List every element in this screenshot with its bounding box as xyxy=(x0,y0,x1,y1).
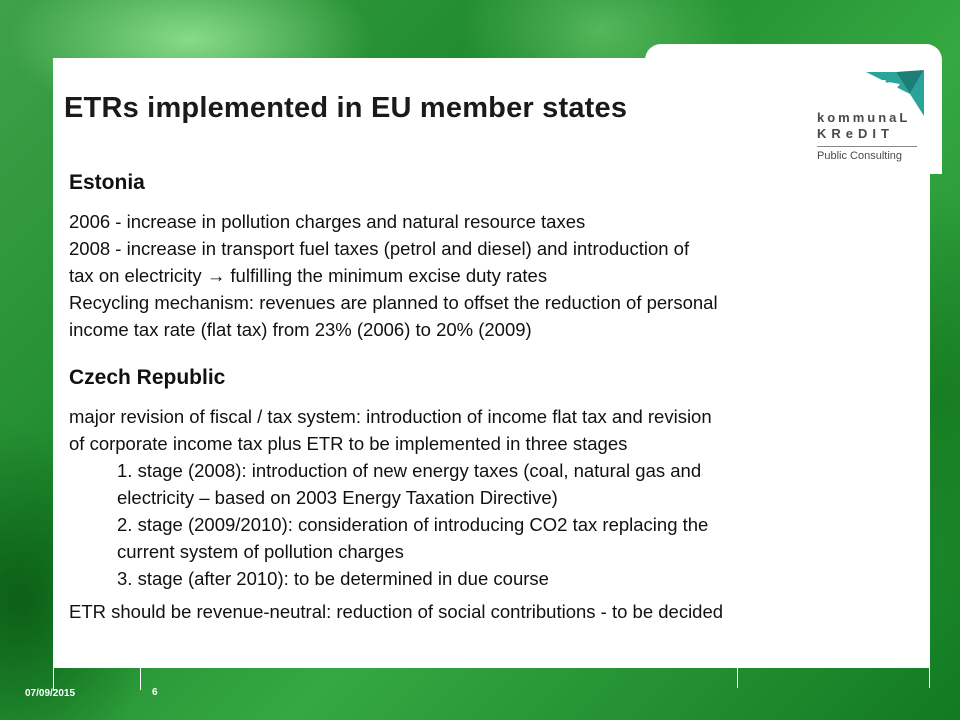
czech-intro-line: major revision of fiscal / tax system: introduction of income flat tax and revision xyxy=(69,406,712,427)
page-number: 6 xyxy=(152,687,158,698)
czech-closing-line: ETR should be revenue-neutral: reduction of social contributions - to be decided xyxy=(69,601,724,622)
footer-date: 07/09/2015 xyxy=(25,688,76,699)
footer-divider xyxy=(929,668,930,688)
estonia-line: 2006 - increase in pollution charges and natural resource taxes xyxy=(69,211,586,232)
estonia-line: Recycling mechanism: revenues are planned to offset the reduction of personal xyxy=(69,292,718,313)
logo-text-kommunal: kommunaL xyxy=(817,110,911,125)
slide-title: ETRs implemented in EU member states xyxy=(64,92,628,124)
czech-stage-line: current system of pollution charges xyxy=(117,541,404,562)
czech-stage-line: electricity – based on 2003 Energy Taxation Directive) xyxy=(117,487,558,508)
footer-divider xyxy=(737,668,738,688)
logo-text-kredit: KReDIT xyxy=(817,126,894,141)
estonia-line: tax on electricity → fulfilling the minimum excise duty rates xyxy=(69,265,548,286)
czech-intro-line: of corporate income tax plus ETR to be implemented in three stages xyxy=(69,433,628,454)
logo-divider xyxy=(817,146,917,147)
estonia-heading: Estonia xyxy=(69,171,145,194)
footer-divider xyxy=(53,668,54,690)
footer-divider xyxy=(140,668,141,690)
czech-stage-line: 1. stage (2008): introduction of new energy taxes (coal, natural gas and xyxy=(117,460,702,481)
czech-heading: Czech Republic xyxy=(69,366,226,389)
czech-stage-line: 3. stage (after 2010): to be determined in due course xyxy=(117,568,549,589)
czech-stage-line: 2. stage (2009/2010): consideration of introducing CO2 tax replacing the xyxy=(117,514,709,535)
logo-text-public-consulting: Public Consulting xyxy=(817,150,902,162)
slide-body xyxy=(69,168,919,625)
estonia-line: income tax rate (flat tax) from 23% (2006) to 20% (2009) xyxy=(69,319,532,340)
estonia-line: 2008 - increase in transport fuel taxes (petrol and diesel) and introduction of xyxy=(69,238,690,259)
kommunalkredit-logo xyxy=(814,70,926,170)
